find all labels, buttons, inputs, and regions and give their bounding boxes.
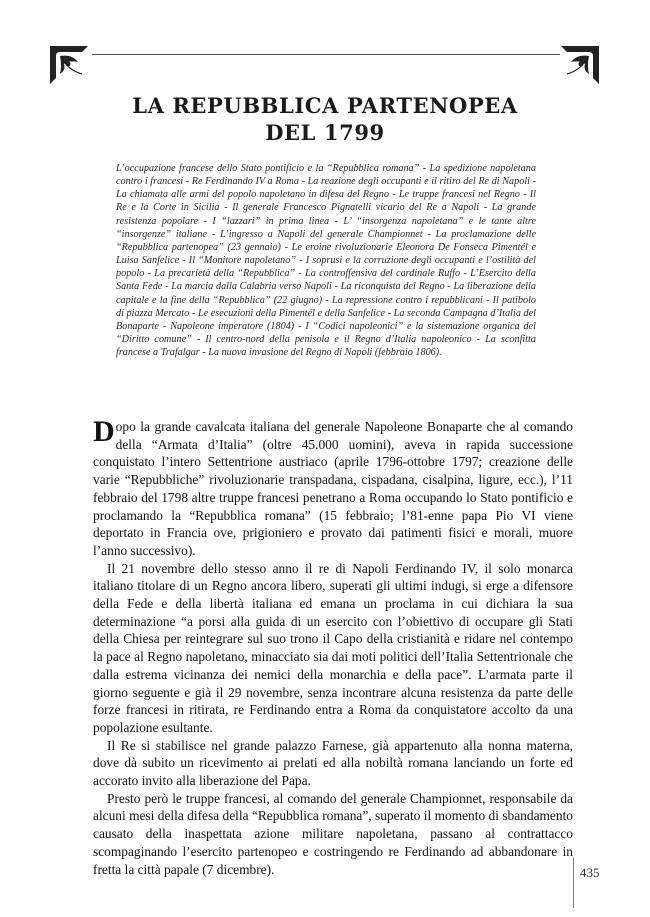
chapter-title-line-1: LA REPUBBLICA PARTENOPEA [132,93,518,118]
ornamental-corner-top-left [48,44,94,90]
chapter-title [60,92,590,146]
paragraph-4: Presto però le truppe francesi, al comando del generale Championnet, responsabile da alcuni mesi della difesa della “Repubblica romana”, superato il momento di sbandamento causato della inaspettata azione militare napoletana, passano al contrattacco scompaginando l’esercito partenopeo e costringendo re Ferdinando ad abbandonare in fretta la città papale (7 dicembre). [93,790,573,877]
page-number: 435 [580,865,600,880]
chapter-title-line-2: DEL 1799 [265,120,385,145]
paragraph-1-text: opo la grande cavalcata italiana del generale Napoleone Bonaparte che al comando della “Armata d’Italia” (oltre 45.000 uomini), aveva in rapida successione conquistato l’intero Settentrione austriaco (aprile 1796-ottobre 1797; creazione delle varie “Repubbliche” rivoluzionarie transpadana, cispadana, cisalpina, ligure, ecc.), l’11 febbraio del 1798 altre truppe francesi penetrano a Roma occupando lo Stato pontificio e proclamando la “Repubblica romana” (15 febbraio; l’81-enne papa Pio VI viene deportato in Francia ove, prigioniero e provato dai patimenti fisici e morali, muore l’anno successivo). [93,419,573,558]
chapter-summary: L’occupazione francese dello Stato pontificio e la “Repubblica romana” - La spedizione napoletana contro i francesi - Re Ferdinando IV a Roma - La reazione degli occupanti e il ritiro del Re di Napoli - La chiamata alle armi del popolo napoletano in difesa del Regno - Le truppe francesi nel Regno - Il Re e la Corte in Sicilia - Il generale Francesco Pignatelli vicario del Re a Napoli - La grande resistenza popolare - I “lazzari” in prima linea - L’ “insorgenza napoletana” e le tante altre “insorgenze” italiane - L’ingresso a Napoli del generale Championnet - La proclamazione delle “Repubblica partenopea” (23 gennaio) - Le eroine rivoluzionarie Eleonora De Fonseca Pimentél e Luisa Sanfelice - Il “Monitore napoletano” - I soprusi e la corruzione degli occupanti e l’ostilità del popolo - La precarietà della “Repubblica” - La controffensiva del cardinale Ruffo - L’Esercito della Santa Fede - La marcia dalla Calabria verso Napoli - La riconquista del Regno - La liberazione della capitale e la fine della “Repubblica” (22 giugno) - La repressione contro i repubblicani - Il patibolo di piazza Mercato - Le esecuzioni della Pimentél e della Sanfelice - La seconda Campagna d’Italia del Bonaparte - Napoleone imperatore (1804) - I “Codici napoleonici” e la sistemazione organica del “Diritto comune” - Il centro-nord della penisola e il Regno d’Italia napoleonico - La sconfitta francese a Trafalgar - La nuova invasione del Regno di Napoli (febbraio 1806). [116,163,536,359]
drop-cap: D [93,415,115,448]
paragraph-3: Il Re si stabilisce nel grande palazzo Farnese, già appartenuto alla nonna materna, dove dà subito un ricevimento ai prelati ed alla nobiltà romana lanciando un forte ed accorato invito alla liberazione del Papa. [93,737,573,789]
paragraph-1 [93,415,573,560]
paragraph-2: Il 21 novembre dello stesso anno il re di Napoli Ferdinando IV, il solo monarca italiano titolare di un Regno ancora libero, superati gli ultimi indugi, si erge a difensore della Fede e della libertà italiana ed emana un proclama in cui dichiara la sua determinazione “a porsi alla guida di un esercito con l’obiettivo di occupare gli Stati della Chiesa per reintegrare sul suo trono il Capo della cristianità e ridare nel contempo la pace al Regno napoletano, minacciato sia dai moti politici dell’Italia Settentrionale che dalla estrema vicinanza dei nemici della monarchia e della pace”. L’armata parte il giorno seguente e già il 29 novembre, senza incontrare alcuna resistenza da parte delle forze francesi in ritirata, re Ferdinando entra a Roma da conquistatore accolto da una popolazione esultante. [93,560,573,735]
page-number-rule [573,858,574,908]
page-frame-top-rule [92,54,560,55]
chapter-body [93,415,573,878]
ornamental-corner-top-right [555,44,601,90]
